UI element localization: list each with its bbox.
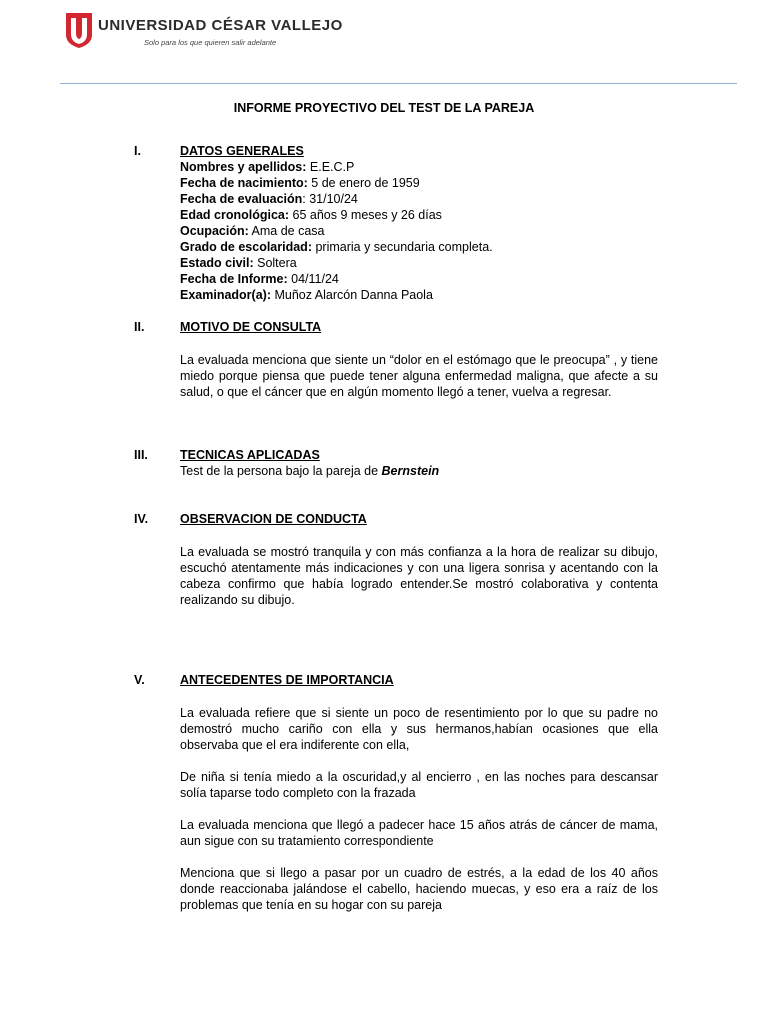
- paragraph-antecedentes-3: La evaluada menciona que llegó a padecer hace 15 años atrás de cáncer de mama, aun sigue con su tratamiento correspondiente: [180, 818, 658, 848]
- paragraph-motivo: La evaluada menciona que siente un “dolor en el estómago que le preocupa” , y tiene miedo porque piensa que puede tener alguna enfermedad maligna, que afecte a su salud, o que el cáncer que en algún momento llegó a tener, vuelva a regresar.: [180, 353, 658, 399]
- field-fecha-nacimiento: Fecha de nacimiento: 5 de enero de 1959: [180, 176, 420, 190]
- logo-name: UNIVERSIDAD CÉSAR VALLEJO: [98, 17, 343, 34]
- section-heading-observacion: OBSERVACION DE CONDUCTA: [180, 512, 367, 526]
- field-fecha-informe: Fecha de Informe: 04/11/24: [180, 272, 339, 286]
- section-numeral: II.: [134, 320, 145, 334]
- field-fecha-evaluacion: Fecha de evaluación: 31/10/24: [180, 192, 358, 206]
- paragraph-antecedentes-4: Menciona que si llego a pasar por un cuadro de estrés, a la edad de los 40 años donde reaccionaba jalándose el cabello, haciendo muecas, y eso era a raíz de los problemas que tenía en su hogar con su pareja: [180, 866, 658, 912]
- paragraph-observacion: La evaluada se mostró tranquila y con más confianza a la hora de realizar su dibujo, escuchó atentamente más indicaciones y con una ligera sonrisa y acentando con la cabeza confirmo que había logrado entender.Se mostró colaborativa y contenta realizando su dibujo.: [180, 545, 658, 607]
- paragraph-antecedentes-2: De niña si tenía miedo a la oscuridad,y al encierro , en las noches para descansar solía taparse todo completo con la frazada: [180, 770, 658, 800]
- tecnicas-text: Test de la persona bajo la pareja de Bernstein: [180, 464, 440, 478]
- section-heading-datos-generales: DATOS GENERALES: [180, 144, 304, 158]
- section-numeral: V.: [134, 673, 145, 687]
- logo-tagline: Solo para los que quieren salir adelante: [144, 38, 277, 47]
- section-heading-motivo-consulta: MOTIVO DE CONSULTA: [180, 320, 322, 334]
- field-ocupacion: Ocupación: Ama de casa: [180, 224, 325, 238]
- field-edad-cronologica: Edad cronológica: 65 años 9 meses y 26 días: [180, 208, 442, 222]
- section-heading-antecedentes: ANTECEDENTES DE IMPORTANCIA: [180, 673, 394, 687]
- section-numeral: III.: [134, 448, 148, 462]
- paragraph-antecedentes-1: La evaluada refiere que si siente un poco de resentimiento por lo que su padre no demostró mucho cariño con ella y sus hermanos,habían ocasiones que ella observaba que el era indiferente con ella,: [180, 706, 658, 752]
- document-title: INFORME PROYECTIVO DEL TEST DE LA PAREJA: [233, 101, 535, 115]
- field-examinador: Examinador(a): Muñoz Alarcón Danna Paola: [180, 288, 433, 302]
- field-estado-civil: Estado civil: Soltera: [180, 256, 297, 270]
- field-grado-escolaridad: Grado de escolaridad: primaria y secundaria completa.: [180, 240, 493, 254]
- section-heading-tecnicas: TECNICAS APLICADAS: [180, 448, 320, 462]
- section-numeral: I.: [134, 144, 141, 158]
- university-logo: [64, 11, 343, 51]
- section-numeral: IV.: [134, 512, 149, 526]
- ucv-shield-icon: [64, 11, 94, 49]
- field-nombres: Nombres y apellidos: E.E.C.P: [180, 160, 355, 174]
- header-divider: [60, 83, 737, 84]
